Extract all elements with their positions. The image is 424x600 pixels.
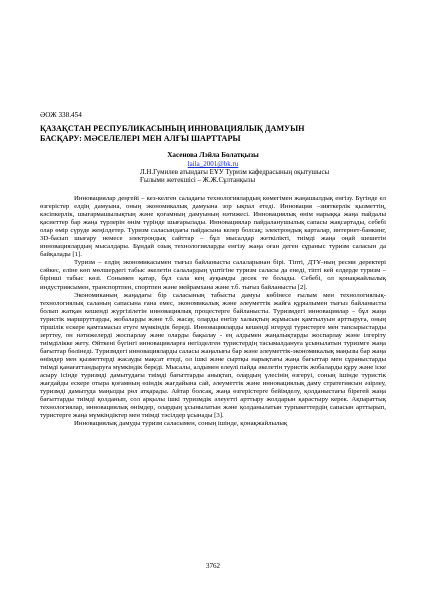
title-line: ҚАЗАҚСТАН РЕСПУБЛИКАСЫНЫҢ ИННОВАЦИЯЛЫҚ ДАМУЫН [40,124,305,133]
body-paragraph: Инновациялық дамуды туризм саласымен, соның ішінде, қонақжайлылық [74,420,288,428]
title-line: БАСҚАРУ: МӘСЕЛЕЛЕРІ МЕН АЛҒЫ ШАРТТАРЫ [40,134,241,143]
article-body [40,195,386,428]
author-block [40,151,386,186]
body-paragraph: Экономиканың жаңадағы бір саласының табысты дамуы көбінесе ғылым мен технологиялық-технологиялық саланың сапасына ғана емес, экономикалық және әлеуметтік жайға құрылымен тығыз байланысты болып жатқан кешенді жүргізілетін инновациялық процестерге байланысты. Туризмдегі инновациялар – бұл жаңа туристік маршруттарды, жобаларды және т.б. жасау, оларды енгізу халықтың жұмысын қамтылуын арттыруға, оның тіршілік ескере қамтамасыз етуге мүмкіндік береді. Инновацияларды кешенді игеруді туристерге мен тапсырыстарды зерттеу, он нәтижелерді жоспарлау және оларды бақылау - ең алдымен жаңалықтарды жоспарлау және ілгеріту тиімділікке жету. Өйткені бүгінгі инновацияларға негізделген туристердің тасымалдануға ұсынылатын туризмге жаңа бағыттар бөлінеді. Туризмдегі инновацияларды саласы жаңалығы бар және әлеуметтік-экономикалық маңызы бар жаңа өнімдер мен қызметтерді жасауды мақсат етеді, ол ішкі және сыртқы нарықтағы жаңа бағыттар мен сұраныстарды тиімді қанағаттандыруға мүмкіндік береді. Мысалы, алдымен елеулі пайда әкелетін туристік жобаларды құру және іске асыру ісінде туризмді дамытудағы тиімді бағыттарды анықтап, олардың үлесінің өзгеруі, соның ішінде туристік жағдайды ескере отыра қоғамның өзіндік жағдайына сай, әлеуметтік және инновациялық даму стратегиясын әзірлеу, туризмді дамытуда маңызды рөл атқарады. Айтар болсақ, жаңа өзгерістерге бейімделу, қолданыстағы бірегей жаңа бағыттарды тиімді қолданып, сол арқылы ішкі туризмдік әлеуетті арттыру жолдарын қарастыру керек. Ақпараттық технологиялар, инновациялық өнімдер, олардың ұсынылатын және қолданылатын турпакеттердің сапасын арттырып, туристерге жаңа мүмкіндіктер мен тиімді тәсілдер ұсынады [3]. [40,291,386,420]
scientific-supervisor: Ғылыми жетекшісі – Ж.Ж.Сұлтанқызы [140,177,256,185]
author-name: Хасенова Лэйла Болатқызы [167,151,259,159]
author-email-link[interactable]: laila_2001@bk.ru [187,160,239,168]
author-affiliation: Л.Н.Гумилев атындағы ЕҰУ Туризм кафедрасының оқытушысы [140,169,330,176]
body-paragraph: Туризм – елдің экономикасымен тығыз байланысты салаларынан бірі. Тіпті, ДТҰ-ның ресми деректері сәйкес, еліне көп мөлшердегі табыс әкелетін салалардың үштігіне туризм саласы да енеді, тіпті кей елдерде туризм – бірінші табыс көзі. Сонымен қатар, бұл сала кең ауқымды десек те болады. Себебі, ол қонақжайлылық индустриясымен, транспортпен, спортпен және мейрамхана және т.б. тығыз байланысты [2]. [40,259,386,291]
article-title [40,124,386,144]
page-number: 3762 [206,562,220,570]
body-paragraph: Инновациялар деңгейі – кез-келген саладағы технологиялардың көмегімен жаңашылдық енгізу. Бүгінде ел өзгерістер елдің дамуына, оның экономикалық дамуына зор ықпал етеді. Инновация –зияткерлік қызметтің, кәсіпкерлік, шығармашылықтың және қоғамның дамуының нәтижесі. Инновациялық өнім нарыққа жаңа пайдалы қасиеттер бар жаңа түрлерін өнім түрінде шығарылады. Инновациялар пайдаланушылық сапасы жақсартады, себебі олар өмір сүруде жеңілдетер. Туризм саласындағы пайдасына келер болсақ; электрондық карталар, интернет-банкинг, 3D-басып шығару немесе электрондық сайттар – бұл мысалдар жеткілікті, тиімді жаңа оңай шешетін инновациялардың мысалдары. Бұндай озық технологияларды енгізу жаңа оған деген сұраныс туризм саласын да байқалады [1]. [40,195,386,259]
udk-code: ӘОЖ 338.454 [40,111,82,119]
